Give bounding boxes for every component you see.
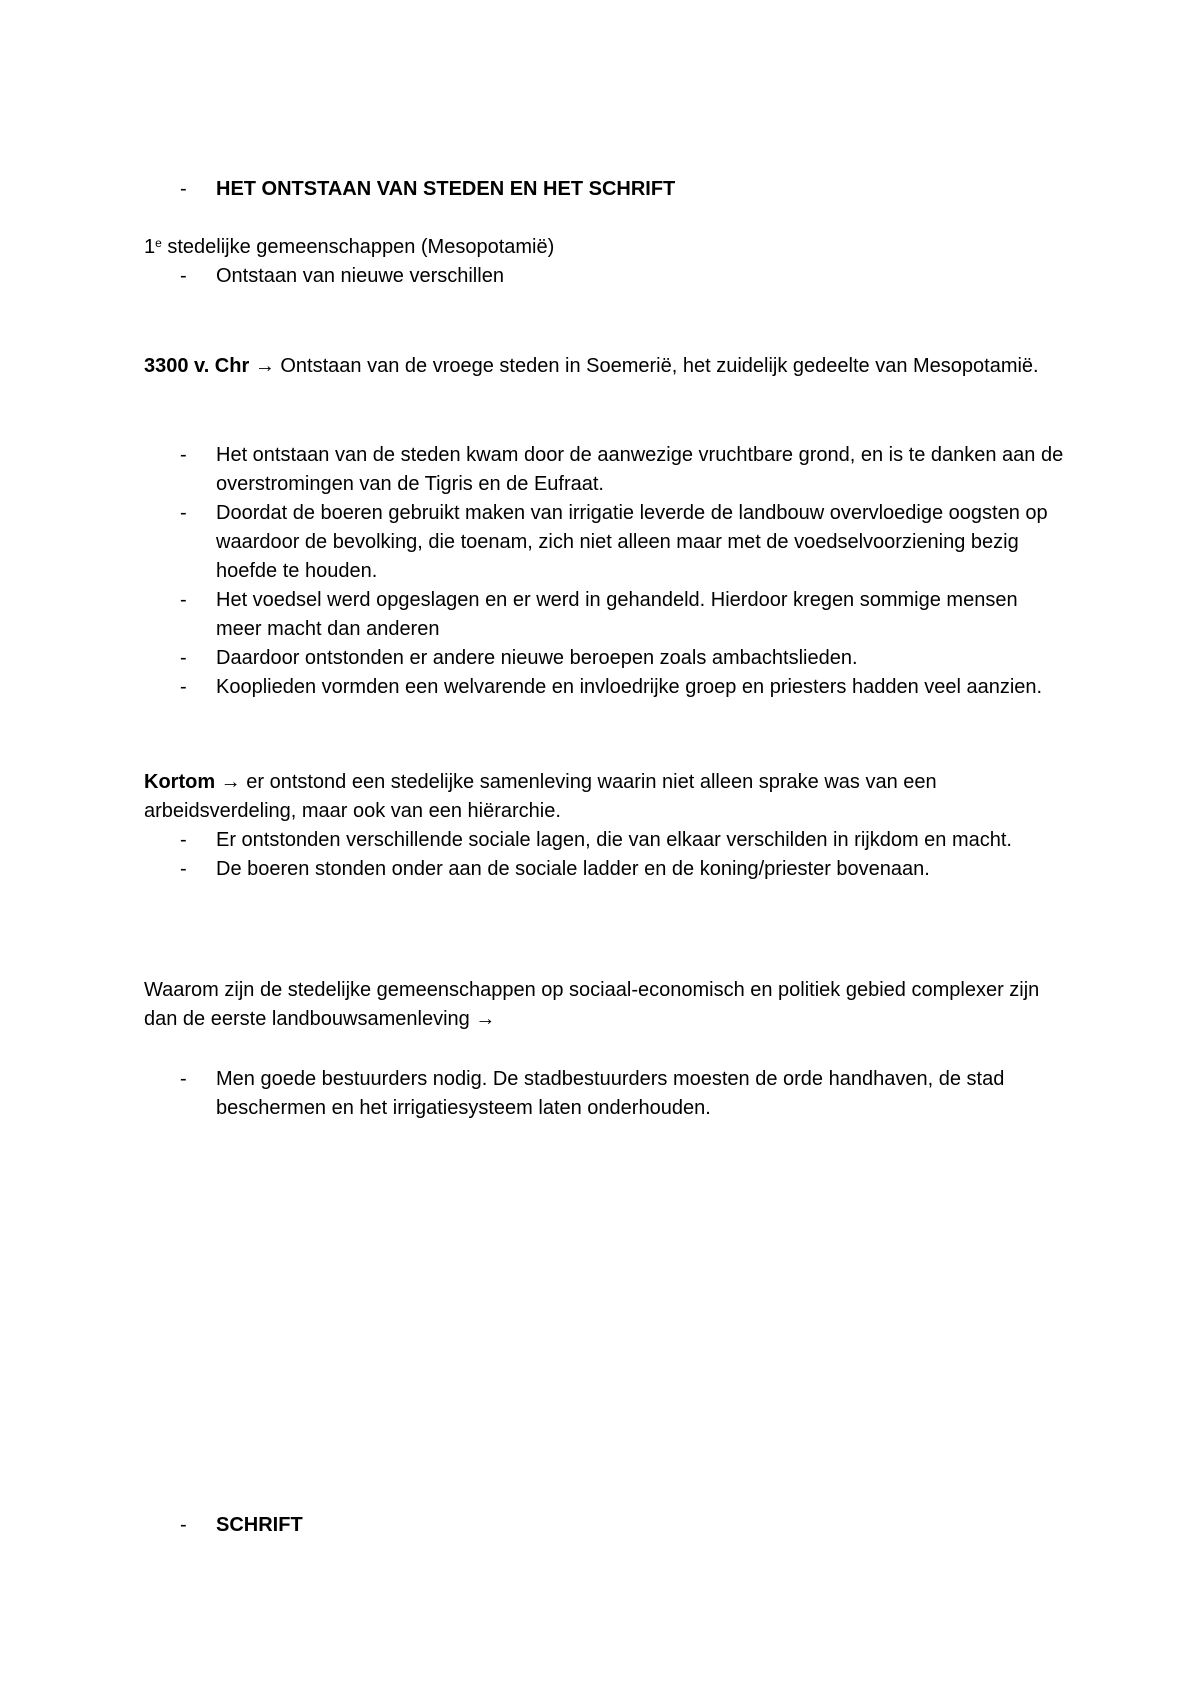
list-dash: - [180, 1514, 187, 1536]
list-dash: - [180, 178, 187, 200]
heading-list-item [144, 175, 1064, 204]
list-dash: - [180, 858, 187, 880]
list-item [144, 855, 1064, 884]
list-item-text: Ontstaan van nieuwe verschillen [216, 265, 504, 287]
list-dash: - [180, 502, 187, 524]
section-bullets [144, 262, 1064, 291]
section-stedelijke-gemeenschappen [144, 233, 1064, 291]
section-3300-bullets [144, 441, 1064, 702]
section-intro-text: stedelijke gemeenschappen (Mesopotamië) [161, 236, 555, 258]
list-dash: - [180, 676, 187, 698]
section-intro [144, 233, 1064, 262]
list-dash: - [180, 1068, 187, 1090]
list-item-text: Doordat de boeren gebruikt maken van irrigatie leverde de landbouw overvloedige oogsten op waardoor de bevolking, die toenam, zich niet alleen maar met de voedselvoorziening bezig hoefde te houden. [216, 502, 1048, 582]
arrow-right-icon: → [254, 355, 275, 377]
list-item-text: Het voedsel werd opgeslagen en er werd in gehandeld. Hierdoor kregen sommige mensen meer macht dan anderen [216, 589, 1018, 640]
section-intro [144, 768, 1064, 826]
section-bullets [144, 826, 1064, 884]
section-waarom [144, 976, 1064, 1034]
arrow-right-icon: → [220, 771, 241, 793]
section-waarom-bullets [144, 1065, 1064, 1123]
section-lead: 3300 v. Chr [144, 355, 250, 377]
section-question [144, 976, 1064, 1034]
list-dash: - [180, 265, 187, 287]
list-item [144, 262, 1064, 291]
section-3300-vchr [144, 352, 1064, 381]
heading-text: SCHRIFT [216, 1514, 303, 1536]
list-item [144, 826, 1064, 855]
list-item [144, 586, 1064, 644]
section-lead: Kortom [144, 771, 216, 793]
section-kortom [144, 768, 1064, 884]
ordinal-superscript: e [155, 236, 162, 250]
list-dash: - [180, 829, 187, 851]
list-item [144, 644, 1064, 673]
list-item [144, 1065, 1064, 1123]
list-item-text: De boeren stonden onder aan de sociale ladder en de koning/priester bovenaan. [216, 858, 930, 880]
list-item-text: Daardoor ontstonden er andere nieuwe beroepen zoals ambachtslieden. [216, 647, 858, 669]
list-dash: - [180, 647, 187, 669]
section-intro [144, 352, 1064, 381]
section-question-text: Waarom zijn de stedelijke gemeenschappen op sociaal-economisch en politiek gebied complexer zijn dan de eerste landbouwsamenleving [144, 979, 1040, 1030]
list-dash: - [180, 444, 187, 466]
list-item [144, 673, 1064, 702]
heading-list-item [144, 1511, 1064, 1540]
section-intro-text: Ontstaan van de vroege steden in Soemerië, het zuidelijk gedeelte van Mesopotamië. [274, 355, 1039, 377]
section-intro-text: er ontstond een stedelijke samenleving waarin niet alleen sprake was van een arbeidsverdeling, maar ook van een hiërarchie. [144, 771, 937, 822]
list-item-text: Het ontstaan van de steden kwam door de aanwezige vruchtbare grond, en is te danken aan de overstromingen van de Tigris en de Eufraat. [216, 444, 1064, 495]
list-dash: - [180, 589, 187, 611]
ordinal-number: 1 [144, 236, 156, 258]
heading-text: HET ONTSTAAN VAN STEDEN EN HET SCHRIFT [216, 178, 676, 200]
list-item-text: Er ontstonden verschillende sociale lagen, die van elkaar verschilden in rijkdom en macht. [216, 829, 1012, 851]
heading-schrift [144, 1511, 1064, 1540]
list-item-text: Kooplieden vormden een welvarende en invloedrijke groep en priesters hadden veel aanzien. [216, 676, 1043, 698]
heading-ontstaan-steden [144, 175, 1064, 204]
list-item [144, 499, 1064, 586]
arrow-right-icon: → [475, 1008, 496, 1030]
list-item-text: Men goede bestuurders nodig. De stadbestuurders moesten de orde handhaven, de stad beschermen en het irrigatiesysteem laten onderhouden. [216, 1068, 1005, 1119]
list-item [144, 441, 1064, 499]
